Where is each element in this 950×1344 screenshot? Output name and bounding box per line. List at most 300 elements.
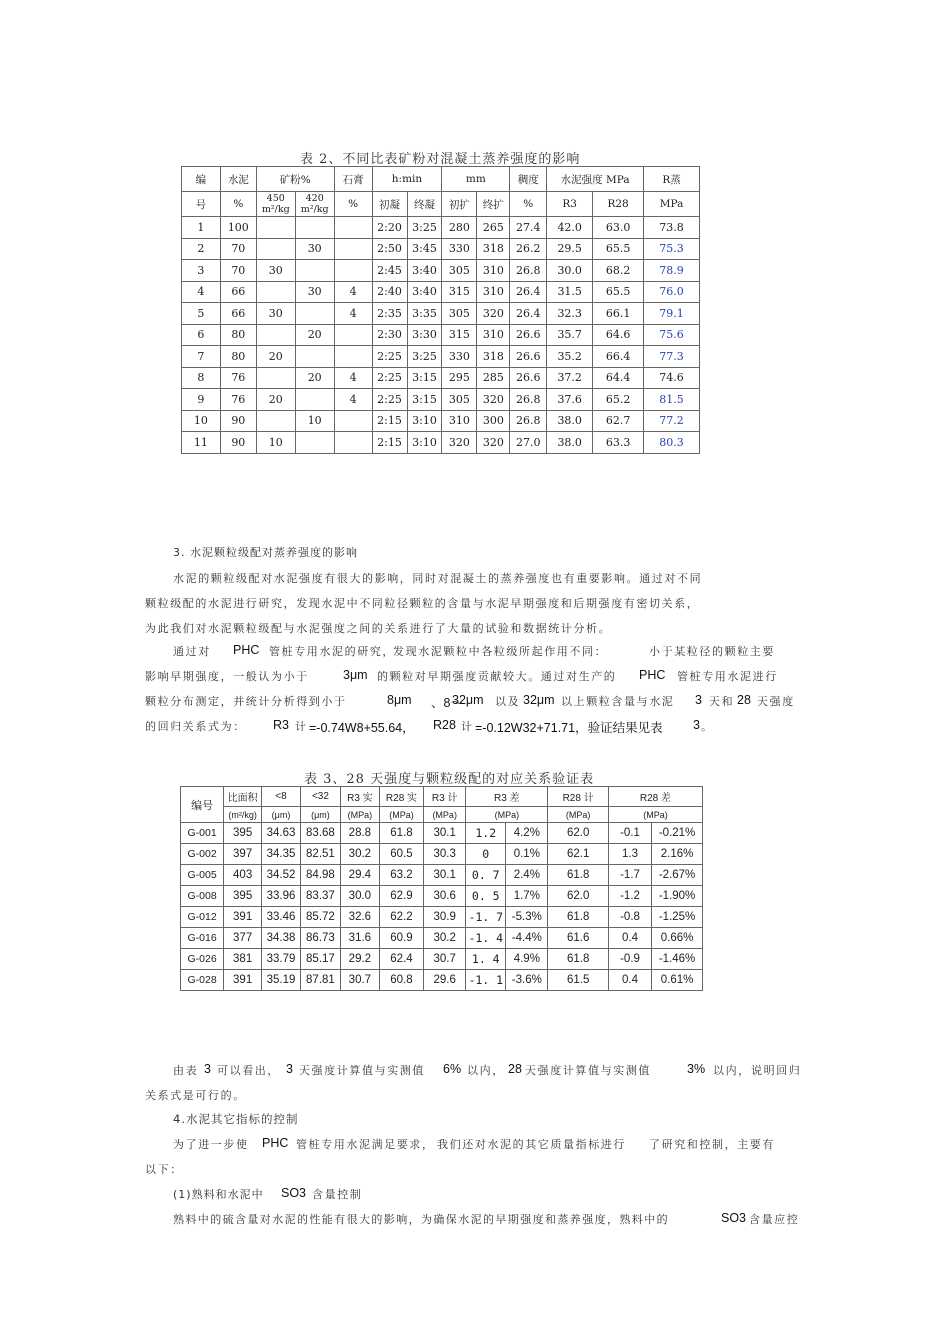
table2-row — [182, 389, 700, 411]
table-cell: 305 — [442, 303, 477, 325]
header-cell: 420 m²/kg — [295, 192, 334, 217]
table-cell: 33.96 — [262, 886, 301, 907]
table-cell: -2.67% — [652, 865, 703, 886]
table-cell: 30 — [256, 303, 295, 325]
text-run: 6% — [443, 1062, 462, 1076]
text-run: 32μm — [452, 693, 484, 707]
text-run: 3 — [695, 693, 702, 707]
table-cell: 30.7 — [340, 970, 379, 991]
section4-sub1 — [173, 1186, 473, 1202]
text-run: R28 — [433, 718, 456, 732]
table-cell: 280 — [442, 217, 477, 239]
table-cell: 73.8 — [644, 217, 700, 239]
text-run: 小于某粒径的颗粒主要 — [649, 645, 775, 658]
table-cell: 2:45 — [372, 260, 407, 282]
table-cell: 75.6 — [644, 324, 700, 346]
section4-line1 — [173, 1136, 793, 1152]
table-cell: 315 — [442, 324, 477, 346]
table-cell: 3:35 — [407, 303, 442, 325]
table-cell: 26.8 — [510, 410, 547, 432]
table2-row — [182, 238, 700, 260]
table-cell: 78.9 — [644, 260, 700, 282]
section4-line3 — [173, 1211, 800, 1227]
table-cell: 65.5 — [593, 281, 644, 303]
table-cell: 315 — [442, 281, 477, 303]
table-cell: -0.8 — [608, 907, 651, 928]
text-run: 32μm — [523, 693, 555, 707]
table-cell: 33.79 — [262, 949, 301, 970]
table-cell: 300 — [477, 410, 510, 432]
table-cell: 305 — [442, 260, 477, 282]
table-cell: G-005 — [181, 865, 224, 886]
table-cell — [295, 346, 334, 368]
table-cell: 26.6 — [510, 346, 547, 368]
table-cell: 318 — [477, 238, 510, 260]
table-cell: 29.6 — [424, 970, 466, 991]
table-cell: 3:15 — [407, 389, 442, 411]
table-cell: 3:25 — [407, 217, 442, 239]
table-cell: 80 — [220, 324, 256, 346]
table-cell: 66 — [220, 281, 256, 303]
table-cell: 0. 7 — [466, 865, 506, 886]
table-cell: 34.63 — [262, 823, 301, 844]
table-cell: 4 — [334, 367, 372, 389]
table-cell: 26.4 — [510, 303, 547, 325]
text-run: =-0.12W32+71.71，验证结果见表 — [475, 721, 663, 735]
table-cell: 37.6 — [547, 389, 593, 411]
header-cell: (m²/kg) — [224, 807, 262, 823]
header-cell: R28 计 — [548, 787, 609, 807]
text-run: SO3 — [281, 1186, 307, 1200]
table-cell: 1.2 — [466, 823, 506, 844]
table-cell: 3:10 — [407, 410, 442, 432]
table-cell: 26.4 — [510, 281, 547, 303]
header-cell: (MPa) — [379, 807, 423, 823]
header-cell: 石膏 — [334, 167, 372, 192]
table-cell: 26.6 — [510, 324, 547, 346]
table-cell: 27.0 — [510, 432, 547, 454]
table-cell: 20 — [256, 389, 295, 411]
text-run: 3% — [687, 1062, 706, 1076]
table-cell — [295, 432, 334, 454]
table-cell: -1. 1 — [466, 970, 506, 991]
text-run: 含量应控 — [749, 1213, 800, 1226]
table-cell — [334, 410, 372, 432]
table-cell: 26.2 — [510, 238, 547, 260]
table2-row — [182, 346, 700, 368]
table-cell: -1. 4 — [466, 928, 506, 949]
table-cell: G-002 — [181, 844, 224, 865]
table-cell: 320 — [477, 432, 510, 454]
text-run: 8μm — [387, 693, 412, 707]
text-run: PHC — [233, 643, 260, 657]
table-cell: 65.2 — [593, 389, 644, 411]
table-cell: 66.4 — [593, 346, 644, 368]
table-cell: 26.8 — [510, 389, 547, 411]
table-cell: -5.3% — [506, 907, 548, 928]
table-cell: 2:15 — [372, 432, 407, 454]
table-cell: 34.35 — [262, 844, 301, 865]
table3-body — [181, 823, 703, 991]
table-cell: G-016 — [181, 928, 224, 949]
table2-header-row-1 — [182, 167, 700, 192]
table-cell — [256, 217, 295, 239]
table-cell: 11 — [182, 432, 221, 454]
table2-body — [182, 217, 700, 454]
table-cell: 10 — [295, 410, 334, 432]
table-cell: 85.17 — [300, 949, 340, 970]
header-cell: <8 — [262, 787, 301, 807]
text-run: 由表 — [173, 1064, 199, 1077]
table-cell: 70 — [220, 238, 256, 260]
table-cell: 3:40 — [407, 260, 442, 282]
text-run: 可以看出， — [217, 1064, 280, 1077]
table-cell: 62.0 — [548, 823, 609, 844]
header-cell: R28 — [593, 192, 644, 217]
table2-header-row-2 — [182, 192, 700, 217]
table-cell: 10 — [256, 432, 295, 454]
table-cell: 20 — [295, 324, 334, 346]
table-cell: 318 — [477, 346, 510, 368]
table-cell: 0.61% — [652, 970, 703, 991]
table-cell: 64.4 — [593, 367, 644, 389]
table-cell — [256, 238, 295, 260]
table-cell: 30.1 — [424, 865, 466, 886]
table2-caption: 表 2、不同比表矿粉对混凝土蒸养强度的影响 — [300, 152, 581, 167]
table-cell — [295, 303, 334, 325]
table-cell: 330 — [442, 238, 477, 260]
table-cell: 0.66% — [652, 928, 703, 949]
table3-row — [181, 865, 703, 886]
table-cell: 9 — [182, 389, 221, 411]
table-cell: 34.38 — [262, 928, 301, 949]
table-cell: 1.3 — [608, 844, 651, 865]
text-run: 说明回归 — [751, 1064, 802, 1077]
table-cell: 61.8 — [548, 865, 609, 886]
table-cell: 34.52 — [262, 865, 301, 886]
header-cell: R28 实 — [379, 787, 423, 807]
table-cell: -1.90% — [652, 886, 703, 907]
table-cell: 87.81 — [300, 970, 340, 991]
table2-row — [182, 260, 700, 282]
header-cell: % — [334, 192, 372, 217]
text-run: PHC — [262, 1136, 289, 1150]
table-cell: 20 — [295, 367, 334, 389]
table-cell: 26.8 — [510, 260, 547, 282]
table-cell: 28.8 — [340, 823, 379, 844]
table-cell: 76 — [220, 389, 256, 411]
text-run: 3 — [204, 1062, 211, 1076]
table-cell: 30.3 — [424, 844, 466, 865]
header-cell: (μm) — [300, 807, 340, 823]
table-cell: -1. 7 — [466, 907, 506, 928]
header-cell: 编号 — [181, 787, 224, 823]
header-cell: 号 — [182, 192, 221, 217]
table-cell: 2:35 — [372, 303, 407, 325]
table-cell: 77.2 — [644, 410, 700, 432]
table-cell — [334, 217, 372, 239]
table-cell: 32.3 — [547, 303, 593, 325]
header-cell: R3 实 — [340, 787, 379, 807]
table-cell: 320 — [477, 389, 510, 411]
text-run: 。 — [701, 720, 714, 733]
table-cell: 3:30 — [407, 324, 442, 346]
text-run: 通过对 — [173, 645, 211, 658]
table-cell: 310 — [477, 324, 510, 346]
header-cell: R28 差 — [608, 787, 702, 807]
table-cell: 4.2% — [506, 823, 548, 844]
table-cell: 310 — [442, 410, 477, 432]
table-cell: 295 — [442, 367, 477, 389]
table3-header-row-2 — [181, 807, 703, 823]
table-cell: 29.2 — [340, 949, 379, 970]
table-cell: 403 — [224, 865, 262, 886]
table-cell: -1.25% — [652, 907, 703, 928]
table3-row — [181, 949, 703, 970]
header-cell: 稠度 — [510, 167, 547, 192]
table-cell: -1.7 — [608, 865, 651, 886]
text-run: 发现水泥颗粒中各粒级所起作用不同： — [393, 645, 608, 658]
table-cell: 30.0 — [340, 886, 379, 907]
section3-line5 — [145, 668, 785, 684]
table-cell: 2:25 — [372, 367, 407, 389]
table-cell: 38.0 — [547, 432, 593, 454]
text-run: SO3 — [721, 1211, 747, 1225]
table-cell: 30 — [295, 281, 334, 303]
table-cell: 30.2 — [424, 928, 466, 949]
text-run: 计 — [461, 720, 474, 733]
table-cell: 29.5 — [547, 238, 593, 260]
header-cell: (MPa) — [548, 807, 609, 823]
section3-line6 — [145, 693, 795, 710]
table-cell: 60.9 — [379, 928, 423, 949]
text-run: 计 — [295, 720, 308, 733]
header-cell: R蒸 — [644, 167, 700, 192]
table-cell — [256, 367, 295, 389]
table-cell: 0.1% — [506, 844, 548, 865]
text-run: 以上颗粒含量与水泥 — [561, 695, 675, 708]
table3-header-row-1 — [181, 787, 703, 807]
text-run: 的回归关系式为： — [145, 720, 246, 733]
header-cell: (MPa) — [424, 807, 466, 823]
table-cell: 38.0 — [547, 410, 593, 432]
table-cell: 320 — [477, 303, 510, 325]
table-cell: 76.0 — [644, 281, 700, 303]
table-cell: 2:25 — [372, 346, 407, 368]
header-cell: 矿粉% — [256, 167, 334, 192]
table-cell: -3.6% — [506, 970, 548, 991]
table-cell: 4 — [334, 281, 372, 303]
header-cell: 终凝 — [407, 192, 442, 217]
table-cell: 81.5 — [644, 389, 700, 411]
header-cell: R3 计 — [424, 787, 466, 807]
text-run: 熟料中的硫含量对水泥的性能有很大的影响，为确保水泥的早期强度和蒸养强度，熟料中的 — [173, 1213, 669, 1226]
table-cell: 64.6 — [593, 324, 644, 346]
table-cell — [334, 346, 372, 368]
table-cell: 63.3 — [593, 432, 644, 454]
table-cell: 0.4 — [608, 928, 651, 949]
table3-row — [181, 928, 703, 949]
table-cell: 27.4 — [510, 217, 547, 239]
text-run: (1)熟料和水泥中 — [173, 1188, 264, 1201]
header-cell: 终扩 — [477, 192, 510, 217]
header-cell: mm — [442, 167, 510, 192]
table-cell: 3:45 — [407, 238, 442, 260]
table-cell: 86.73 — [300, 928, 340, 949]
table-cell — [334, 432, 372, 454]
table-cell: 391 — [224, 970, 262, 991]
table-cell: 320 — [442, 432, 477, 454]
table-cell: 10 — [182, 410, 221, 432]
text-run: 了研究和控制，主要有 — [649, 1138, 775, 1151]
table-cell: 75.3 — [644, 238, 700, 260]
text-run: 含量控制 — [312, 1188, 363, 1201]
text-run: 天强度计算值与实测值 — [299, 1064, 425, 1077]
table-cell: 30 — [295, 238, 334, 260]
table-cell — [334, 238, 372, 260]
header-cell: (MPa) — [608, 807, 702, 823]
text-run: =-0.74W8+55.64， — [309, 721, 415, 735]
table-cell: 37.2 — [547, 367, 593, 389]
table3-row — [181, 970, 703, 991]
text-run: 管桩专用水泥的研究， — [269, 645, 395, 658]
table-cell: 35.2 — [547, 346, 593, 368]
text-run: 以内， — [467, 1064, 505, 1077]
table-cell: 61.8 — [379, 823, 423, 844]
table-cell: 79.1 — [644, 303, 700, 325]
section3-line1: 水泥的颗粒级配对水泥强度有很大的影响，同时对混凝土的蒸养强度也有重要影响。通过对不同 — [173, 572, 703, 585]
table-cell: 30.6 — [424, 886, 466, 907]
after-table3-line1 — [173, 1062, 802, 1078]
table-cell: 0. 5 — [466, 886, 506, 907]
table-cell: 63.2 — [379, 865, 423, 886]
table-cell: 60.8 — [379, 970, 423, 991]
table-cell: 33.46 — [262, 907, 301, 928]
table-cell: 77.3 — [644, 346, 700, 368]
table-cell: 2:30 — [372, 324, 407, 346]
section3-line7 — [145, 718, 785, 734]
table-cell: 90 — [220, 432, 256, 454]
table-cell: 310 — [477, 281, 510, 303]
table2-row — [182, 281, 700, 303]
table-cell: 30.0 — [547, 260, 593, 282]
table-cell: 62.7 — [593, 410, 644, 432]
table-cell: 30.1 — [424, 823, 466, 844]
table-cell — [256, 324, 295, 346]
table3-caption: 表 3、28 天强度与颗粒级配的对应关系验证表 — [304, 772, 595, 787]
table-cell: 31.5 — [547, 281, 593, 303]
header-cell: MPa — [644, 192, 700, 217]
table-cell: 66.1 — [593, 303, 644, 325]
text-run: 28 — [508, 1062, 522, 1076]
table-cell: 265 — [477, 217, 510, 239]
table-cell: G-008 — [181, 886, 224, 907]
text-run: 管桩专用水泥进行 — [677, 670, 778, 683]
table-cell: 4 — [334, 389, 372, 411]
table-cell: G-012 — [181, 907, 224, 928]
text-run: 管桩专用水泥满足要求， — [296, 1138, 435, 1151]
table-cell — [256, 410, 295, 432]
text-run: 颗粒分布测定，并统计分析得到小于 — [145, 695, 347, 708]
table-cell: 0.4 — [608, 970, 651, 991]
table3 — [180, 786, 703, 991]
table-cell: 30.7 — [424, 949, 466, 970]
header-cell: (MPa) — [340, 807, 379, 823]
table-cell — [334, 260, 372, 282]
table-cell: 62.9 — [379, 886, 423, 907]
table-cell: 30.2 — [340, 844, 379, 865]
table-cell: 2:25 — [372, 389, 407, 411]
table-cell: 26.6 — [510, 367, 547, 389]
table-cell: 4.9% — [506, 949, 548, 970]
table-cell: 391 — [224, 907, 262, 928]
header-cell: 比面积 — [224, 787, 262, 807]
text-run: 天和 — [709, 695, 735, 708]
table-cell: 7 — [182, 346, 221, 368]
table-cell: 66 — [220, 303, 256, 325]
table-cell: G-001 — [181, 823, 224, 844]
header-cell: (μm) — [262, 807, 301, 823]
header-cell: % — [510, 192, 547, 217]
text-run: 我们还对水泥的其它质量指标进行 — [437, 1138, 626, 1151]
table2-row — [182, 432, 700, 454]
table-cell: 2:15 — [372, 410, 407, 432]
table-cell: -1.46% — [652, 949, 703, 970]
header-cell: 水泥 — [220, 167, 256, 192]
table-cell: 395 — [224, 823, 262, 844]
header-cell: 初凝 — [372, 192, 407, 217]
table-cell: 305 — [442, 389, 477, 411]
table-cell: 30 — [256, 260, 295, 282]
header-cell: 水泥强度 MPa — [547, 167, 644, 192]
table-cell: 35.19 — [262, 970, 301, 991]
table3-row — [181, 844, 703, 865]
table-cell: 1.7% — [506, 886, 548, 907]
text-run: 影响早期强度，一般认为小于 — [145, 670, 309, 683]
table-cell: 2:50 — [372, 238, 407, 260]
table-cell: 6 — [182, 324, 221, 346]
table-cell: 80 — [220, 346, 256, 368]
table-cell: 74.6 — [644, 367, 700, 389]
table-cell: 1. 4 — [466, 949, 506, 970]
table-cell: 31.6 — [340, 928, 379, 949]
table2-row — [182, 303, 700, 325]
section4-line2: 以下： — [145, 1163, 183, 1176]
text-run: 的颗粒对早期强度贡献较大。通过对生产的 — [377, 670, 617, 683]
table-cell: 61.8 — [548, 949, 609, 970]
table-cell: -0.1 — [608, 823, 651, 844]
table-cell: 285 — [477, 367, 510, 389]
table-cell: 3 — [182, 260, 221, 282]
header-cell: 450 m²/kg — [256, 192, 295, 217]
table-cell: -4.4% — [506, 928, 548, 949]
table-cell: 2 — [182, 238, 221, 260]
table-cell: 83.68 — [300, 823, 340, 844]
table-cell: 2:20 — [372, 217, 407, 239]
header-cell: h:min — [372, 167, 442, 192]
table2 — [181, 166, 700, 454]
table-cell: 2:40 — [372, 281, 407, 303]
text-run: 天强度 — [757, 695, 795, 708]
header-cell: % — [220, 192, 256, 217]
table-cell: 60.5 — [379, 844, 423, 865]
table-cell: -1.2 — [608, 886, 651, 907]
table-cell: 61.6 — [548, 928, 609, 949]
table-cell: 100 — [220, 217, 256, 239]
table-cell: 62.4 — [379, 949, 423, 970]
table-cell: 4 — [182, 281, 221, 303]
header-cell: R3 差 — [466, 787, 548, 807]
